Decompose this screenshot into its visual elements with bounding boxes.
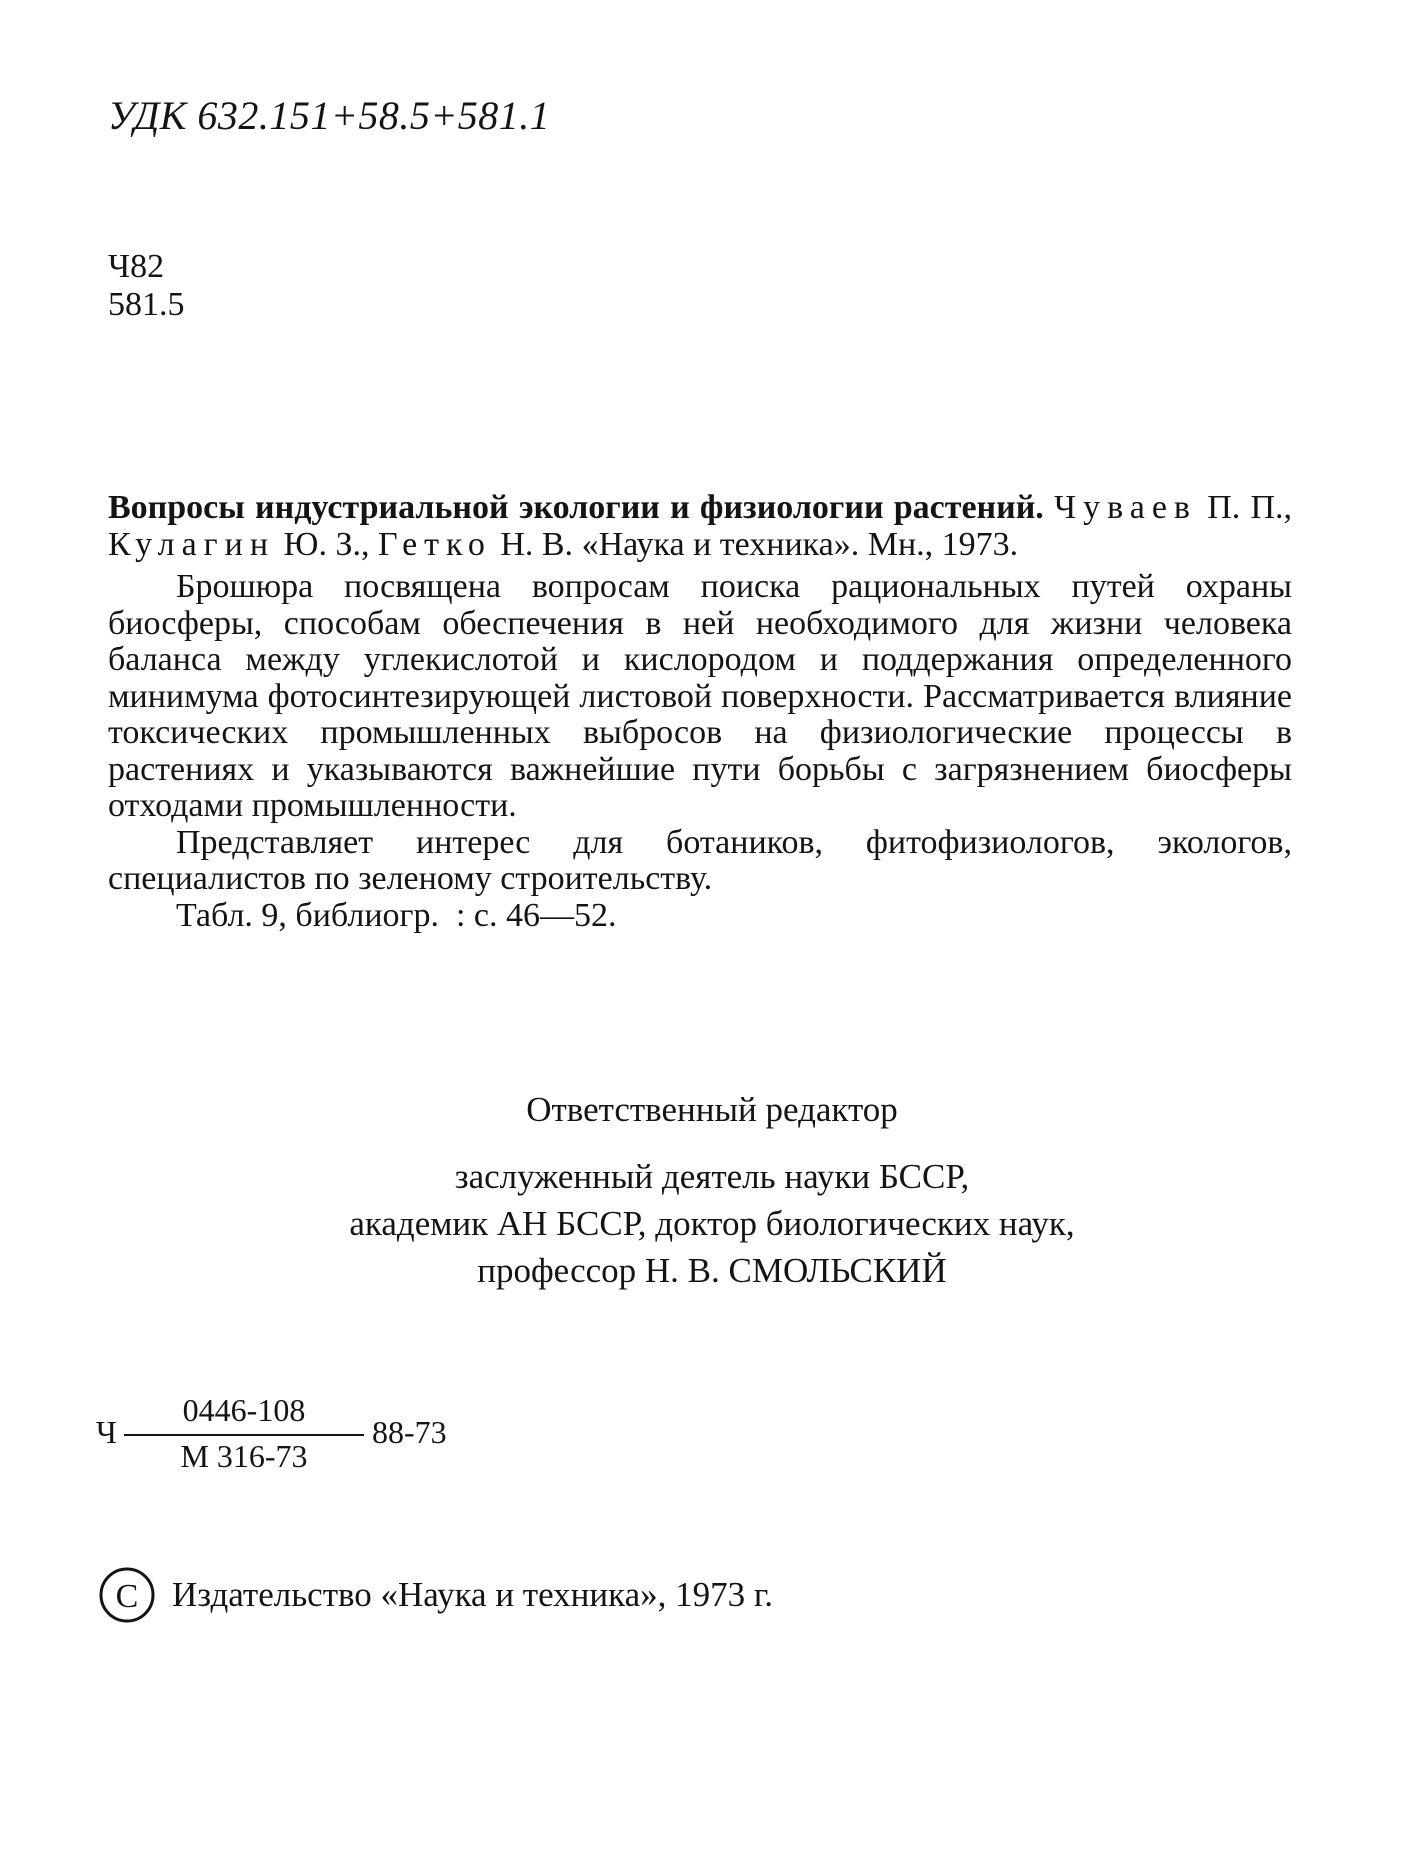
tables-bibliography-text: Табл. 9, библиогр. : с. 46—52.	[176, 896, 617, 934]
index-letter: Ч	[96, 1414, 117, 1450]
author-initials-1: П. П.,	[1207, 489, 1293, 526]
author-initials-2: Ю. З.,	[283, 525, 370, 563]
classification-code-1: Ч82	[108, 248, 165, 285]
copyright-circle-icon	[98, 1566, 156, 1624]
bibliographic-annotation	[108, 490, 1292, 934]
annotation-paragraph-2: Представляет интерес для ботаников, фитофизиологов, экологов, специалистов по зеленому строительству.	[108, 823, 1292, 897]
index-fraction-line	[124, 1434, 364, 1436]
author-surname-2: Кулагин	[108, 525, 276, 563]
index-denominator: М 316-73	[180, 1438, 308, 1474]
index-numerator: 0446-108	[182, 1392, 306, 1428]
editor-line-1: заслуженный деятель науки БССР,	[454, 1157, 970, 1196]
tables-bibliography-note	[108, 898, 1292, 935]
author-initials-3: Н. В.	[500, 525, 574, 563]
author-surname-3: Гетко	[378, 525, 492, 563]
book-title: Вопросы индустриальной экологии и физиологии растений.	[108, 489, 1044, 526]
copyright-text: Издательство «Наука и техника», 1973 г.	[172, 1575, 774, 1614]
editor-role: Ответственный редактор	[526, 1090, 898, 1129]
classification-code-2: 581.5	[108, 286, 185, 323]
annotation-paragraph-1: Брошюра посвящена вопросам поиска рациональных путей охраны биосферы, способам обеспечения в ней необходимого для жизни человека баланса между углекислотой и кислородом и поддержания определенного минимума фотосинтезирующей листовой поверхности. Рассматривается влияние токсических промышленных выбросов на физиологические процессы в растениях и указываются важнейшие пути борьбы с загрязнением биосферы отходами промышленности.	[108, 568, 1292, 824]
editor-line-2: академик АН БССР, доктор биологических наук,	[349, 1204, 1075, 1243]
publisher-line: «Наука и техника». Мн., 1973.	[581, 525, 1019, 563]
bibliographic-heading	[108, 490, 1292, 563]
editor-line-3: профессор Н. В. СМОЛЬСКИЙ	[477, 1251, 947, 1290]
index-suffix: 88-73	[372, 1414, 447, 1450]
responsible-editor-block	[0, 1086, 1424, 1294]
udk-code: УДК 632.151+58.5+581.1	[108, 93, 551, 138]
svg-text:C: C	[115, 1578, 139, 1615]
publication-index	[96, 1392, 447, 1482]
author-surname-1: Чуваев	[1054, 489, 1197, 526]
copyright-notice	[98, 1566, 773, 1624]
